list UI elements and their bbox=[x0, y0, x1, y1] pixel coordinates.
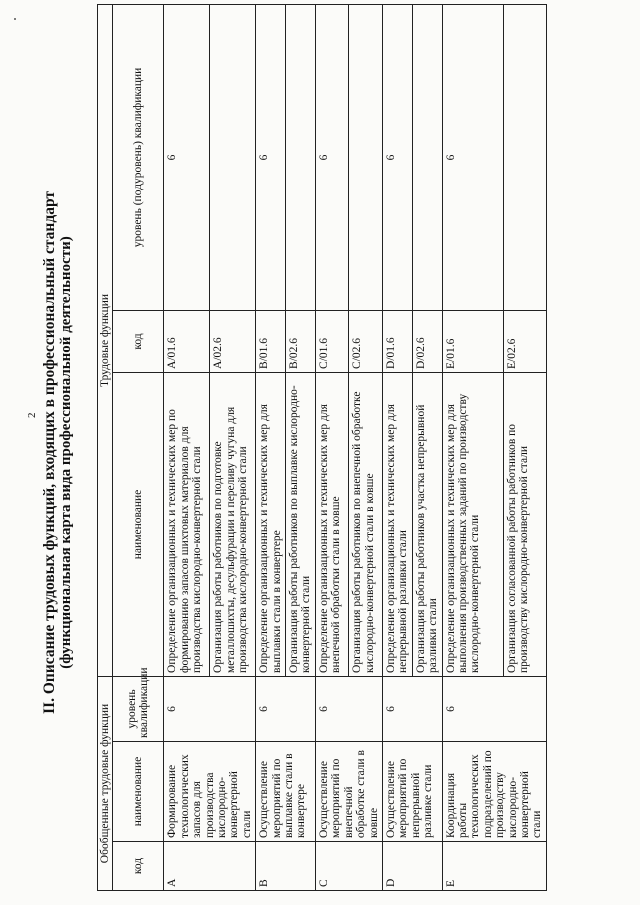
labor-function-level bbox=[503, 4, 546, 310]
generalized-level: 6 bbox=[442, 676, 546, 741]
generalized-code: E bbox=[442, 842, 546, 891]
labor-function-name: Организация работы работников по внепечной обработке кислородно-конвертерной стали в ковше bbox=[349, 372, 383, 676]
labor-function-name: Определение организационных и технических мер для внепечной обработки стали в ковше bbox=[315, 372, 349, 676]
functional-map-table bbox=[97, 4, 547, 891]
labor-function-code: E/02.6 bbox=[503, 310, 546, 372]
labor-function-name: Организация работы работников по выплавке кислородно-конвертерной стали bbox=[286, 372, 316, 676]
col-tf-level: уровень (подуровень) квалификации bbox=[113, 4, 164, 310]
table-row bbox=[442, 4, 503, 890]
group-labor-functions: Трудовые функции bbox=[98, 4, 113, 676]
labor-function-code: B/02.6 bbox=[286, 310, 316, 372]
generalized-name: Координация работы технологических подразделений по производству кислородно-конвертерной стали bbox=[442, 742, 546, 842]
table-body bbox=[164, 4, 546, 890]
col-level: уровень квалификации bbox=[113, 676, 164, 741]
group-generalized-functions: Обобщенные трудовые функции bbox=[98, 676, 113, 890]
labor-function-code: A/01.6 bbox=[164, 310, 210, 372]
heading-title: II. Описание трудовых функций, входящих в профессиональный стандарт bbox=[41, 191, 58, 714]
labor-function-level: 6 bbox=[382, 4, 412, 310]
labor-function-code: D/01.6 bbox=[382, 310, 412, 372]
generalized-code: D bbox=[382, 842, 442, 891]
labor-function-level: 6 bbox=[164, 4, 210, 310]
labor-function-level: 6 bbox=[442, 4, 503, 310]
generalized-level: 6 bbox=[315, 676, 382, 741]
col-tf-code: код bbox=[113, 310, 164, 372]
labor-function-level bbox=[210, 4, 256, 310]
labor-function-name: Определение организационных и технических мер для непрерывной разливки стали bbox=[382, 372, 412, 676]
generalized-level: 6 bbox=[164, 676, 256, 741]
col-tf-name: наименование bbox=[113, 372, 164, 676]
labor-function-name: Организация работы работников по подготовке металлошихты, десульфурации и переливу чугуна для производства кислородно-конвертерной стали bbox=[210, 372, 256, 676]
labor-function-level: 6 bbox=[256, 4, 286, 310]
generalized-code: B bbox=[256, 842, 316, 891]
labor-function-code: A/02.6 bbox=[210, 310, 256, 372]
labor-function-code: C/02.6 bbox=[349, 310, 383, 372]
heading-subtitle: (функциональная карта вида профессиональной деятельности) bbox=[58, 236, 74, 669]
labor-function-name: Организация работы работников участка непрерывной разливки стали bbox=[412, 372, 442, 676]
labor-function-level bbox=[286, 4, 316, 310]
table-row bbox=[382, 4, 412, 890]
labor-function-name: Определение организационных и технических мер для выполнения производственных заданий по производству кислородно-конвертерной стали bbox=[442, 372, 503, 676]
generalized-name: Осуществление мероприятий по непрерывной разливке стали bbox=[382, 742, 442, 842]
col-code: код bbox=[113, 842, 164, 891]
labor-function-level: 6 bbox=[315, 4, 349, 310]
table-row bbox=[256, 4, 286, 890]
table-row bbox=[315, 4, 349, 890]
generalized-level: 6 bbox=[382, 676, 442, 741]
labor-function-level bbox=[412, 4, 442, 310]
labor-function-code: C/01.6 bbox=[315, 310, 349, 372]
labor-function-name: Определение организационных и технических мер для выплавки стали в конвертере bbox=[256, 372, 286, 676]
generalized-level: 6 bbox=[256, 676, 316, 741]
generalized-code: A bbox=[164, 842, 256, 891]
generalized-name: Осуществление мероприятий по выплавке стали в конвертере bbox=[256, 742, 316, 842]
labor-function-code: D/02.6 bbox=[412, 310, 442, 372]
labor-function-code: E/01.6 bbox=[442, 310, 503, 372]
labor-function-name: Определение организационных и технических мер по формированию запасов шихтовых материалов для производства кислородно-конвертерной стали bbox=[164, 372, 210, 676]
table-row bbox=[164, 4, 210, 890]
page-number: 2 bbox=[26, 412, 38, 418]
generalized-name: Осуществление мероприятий по внепечной обработке стали в ковше bbox=[315, 742, 382, 842]
col-name: наименование bbox=[113, 742, 164, 842]
labor-function-level bbox=[349, 4, 383, 310]
labor-function-name: Организация согласованной работы работников по производству кислородно-конвертерной стали bbox=[503, 372, 546, 676]
generalized-code: C bbox=[315, 842, 382, 891]
generalized-name: Формирование технологических запасов для производства кислородно-конвертерной стали bbox=[164, 742, 256, 842]
labor-function-code: B/01.6 bbox=[256, 310, 286, 372]
